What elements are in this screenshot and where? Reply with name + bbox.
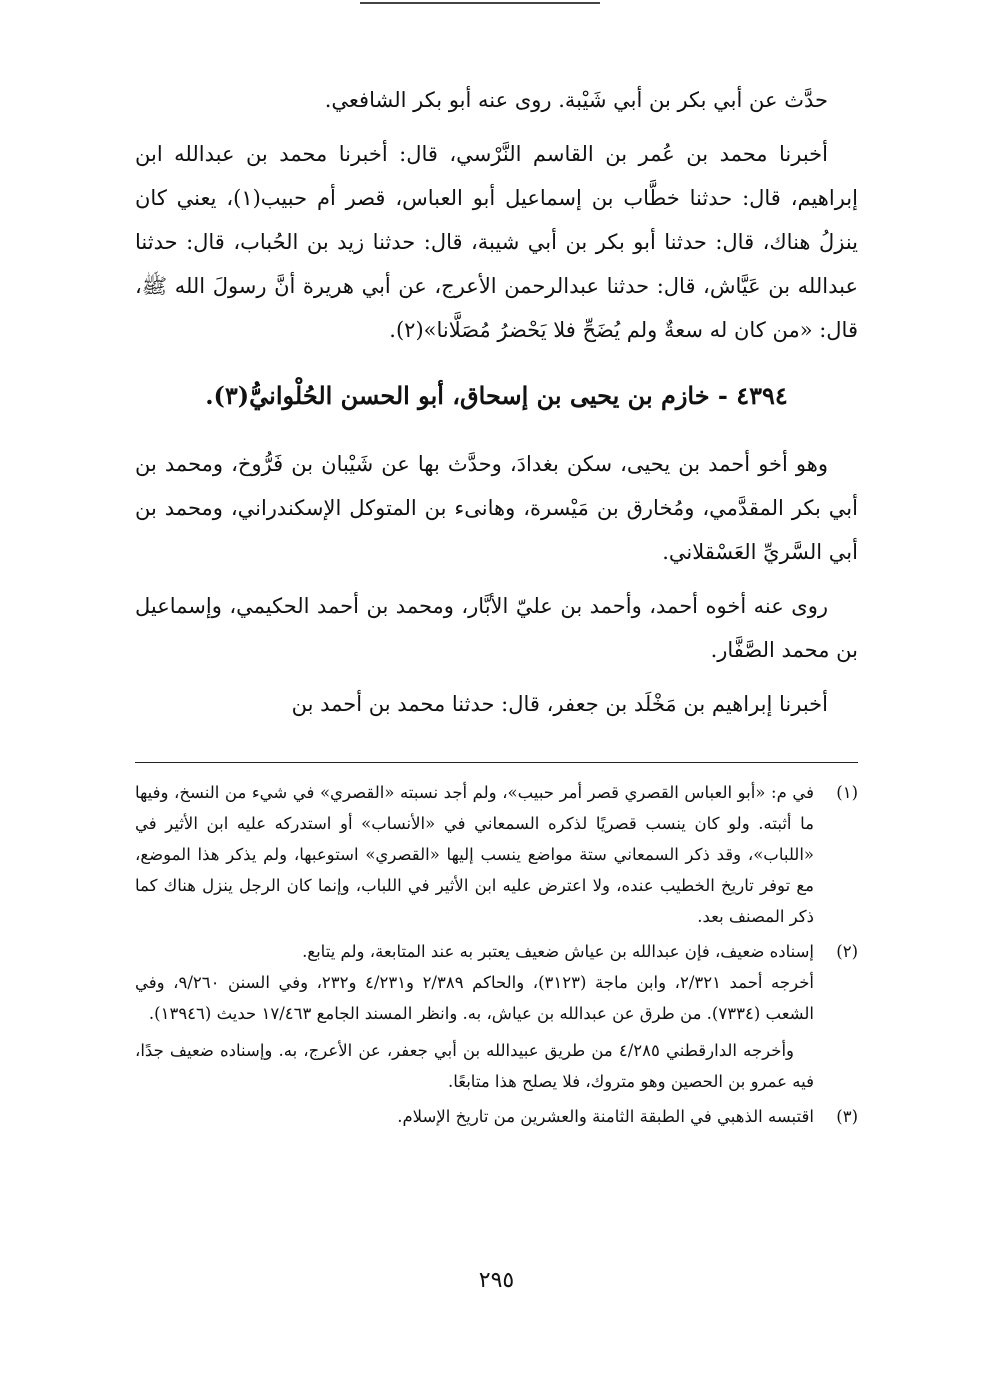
footnote-1-text: في م: «أبو العباس القصري قصر أمر حبيب»، ولم أجد نسبته «القصري» في شيء من النسخ، وفيها ما أثبته. ولو كان ينسب قصريًا لذكره السمعاني في «الأنساب» أو استدركه عليه ابن الأثير في «اللباب»، وقد ذكر السمعاني ستة مواضع ينسب إليها «القصري» استوعبها، ولم يذكر هذا الموضع، مع توفر تاريخ الخطيب عنده، ولا اعترض عليه ابن الأثير في اللباب، وإنما كان الرجل ينزل هناك كما ذكر المصنف بعد.: [135, 783, 814, 926]
top-rule: [360, 2, 600, 4]
footnotes: [135, 762, 858, 1136]
paragraph-4: روى عنه أخوه أحمد، وأحمد بن عليّ الأبَّار، ومحمد بن أحمد الحكيمي، وإسماعيل بن محمد الصَّفَّار.: [135, 594, 858, 662]
entry-heading: ٤٣٩٤ - خازم بن يحيى بن إسحاق، أبو الحسن الحُلْوانيُّ(٣).: [205, 381, 788, 410]
paragraph-2: أخبرنا محمد بن عُمر بن القاسم النَّرْسي، قال: أخبرنا محمد بن عبدالله ابن إبراهيم، قال: حدثنا خطَّاب بن إسماعيل أبو العباس، قصر أم حبيب(١)، يعني كان ينزلُ هناك، قال: حدثنا أبو بكر بن أبي شيبة، قال: حدثنا زيد بن الحُباب، قال: حدثنا عبدالله بن عَيَّاش، قال: حدثنا عبدالرحمن الأعرج، عن أبي هريرة أنَّ رسولَ الله ﷺ، قال: «من كان له سعةٌ ولم يُضَحِّ فلا يَحْضرُ مُصَلَّانا»(٢).: [135, 142, 858, 342]
paragraph-3: وهو أخو أحمد بن يحيى، سكن بغدادَ، وحدَّث بها عن شَيْبان بن فَرُّوخ، ومحمد بن أبي بكر المقدَّمي، ومُخارق بن مَيْسرة، وهانىء بن المتوكل الإسكندراني، ومحمد بن أبي السَّريِّ العَسْقلاني.: [135, 452, 858, 564]
footnote-1-number: (١): [836, 783, 858, 802]
footnote-1: [135, 777, 858, 932]
footnote-2-text-2: أخرجه أحمد ٢/٣٢١، وابن ماجة (٣١٢٣)، والحاكم ٢/٣٨٩ و٤/٢٣١ و٢٣٢، وفي السنن ٩/٢٦٠، وفي الشعب (٧٣٣٤). من طرق عن عبدالله بن عياش، به. وانظر المسند الجامع ١٧/٤٦٣ حديث (١٣٩٤٦).: [135, 973, 814, 1023]
paragraph-5: أخبرنا إبراهيم بن مَخْلَد بن جعفر، قال: حدثنا محمد بن أحمد بن: [291, 692, 828, 716]
footnote-2-text-3: وأخرجه الدارقطني ٤/٢٨٥ من طريق عبيدالله بن أبي جعفر، عن الأعرج، به. وإسناده ضعيف جدًا، فيه عمرو بن الحصين وهو متروك، فلا يصلح هذا متابعًا.: [135, 1041, 814, 1091]
footnote-2-text: إسناده ضعيف، فإن عبدالله بن عياش ضعيف يعتبر به عند المتابعة، ولم يتابع.: [302, 942, 814, 961]
footnote-3-number: (٣): [836, 1107, 858, 1126]
footnote-2: [135, 936, 858, 1097]
footnote-2-number: (٢): [836, 942, 858, 961]
paragraph-1: حدَّث عن أبي بكر بن أبي شَيْبة. روى عنه أبو بكر الشافعي.: [324, 88, 828, 112]
footnote-3: [135, 1101, 858, 1132]
footnote-3-text: اقتبسه الذهبي في الطبقة الثامنة والعشرين من تاريخ الإسلام.: [397, 1107, 814, 1126]
main-text: [135, 78, 858, 736]
page-number: ٢٩٥: [478, 1268, 515, 1293]
